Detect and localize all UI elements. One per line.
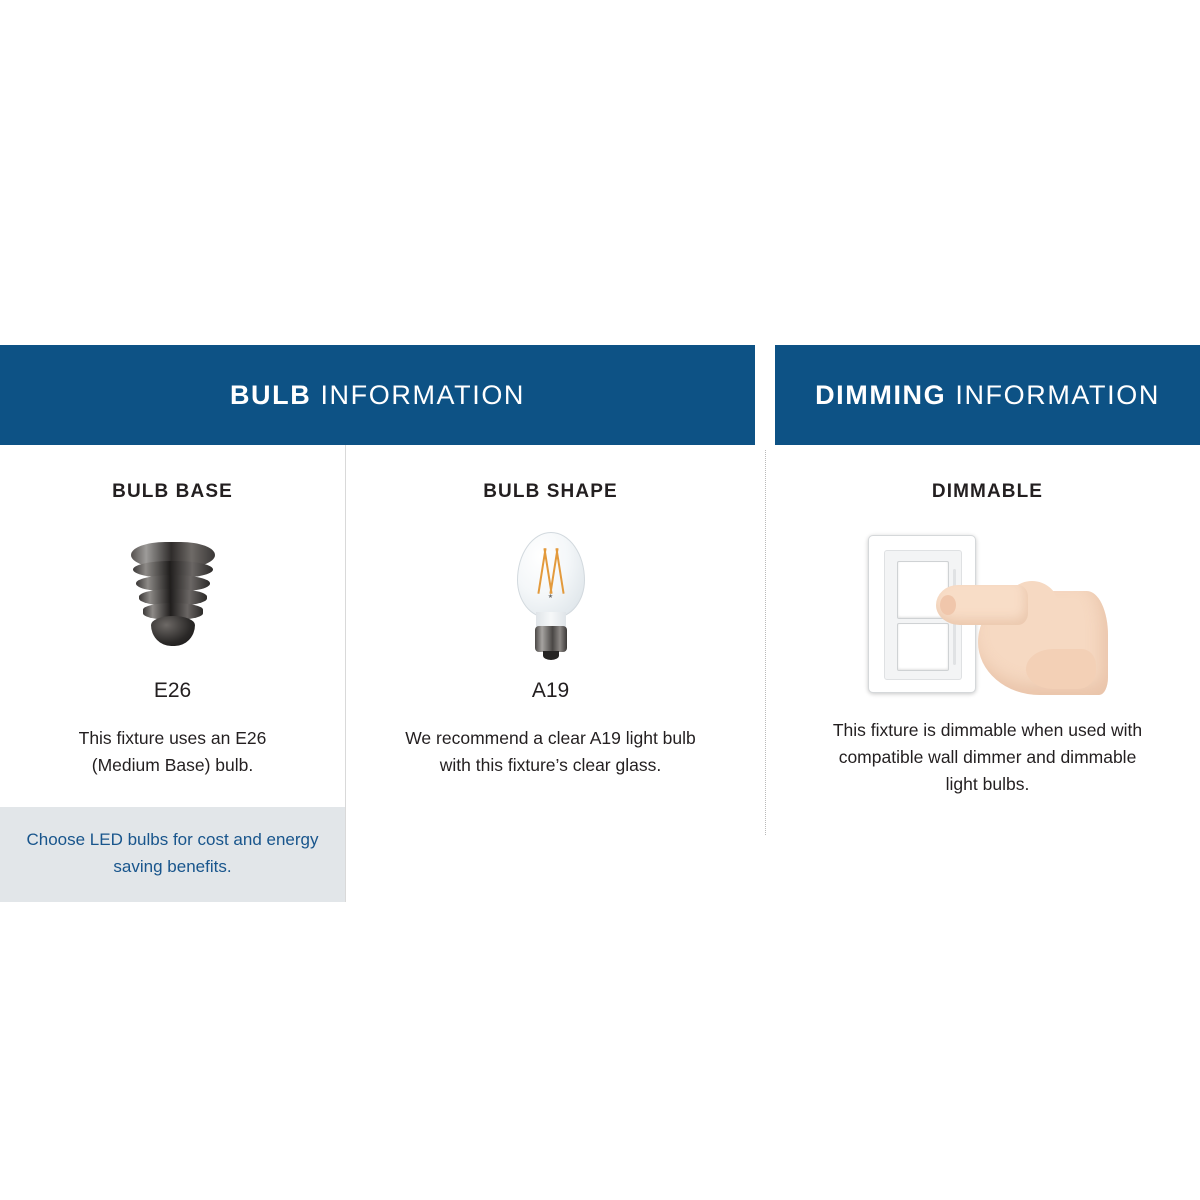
bulb-information-title-bold: BULB [229,379,312,410]
bulb-shape-art [346,523,755,673]
hand-icon [930,557,1108,695]
bulb-shape-icon: ★ [509,532,593,664]
bulb-information-panel [0,345,755,902]
bulb-base-caption: E26 [153,679,192,702]
bulb-base-art [0,523,345,673]
bulb-base-description: This fixture uses an E26 (Medium Base) bulb. [78,728,267,776]
dimming-information-header [775,345,1200,445]
led-tip-callout: Choose LED bulbs for cost and energy saving benefits. [0,807,345,902]
dimming-information-title-bold: DIMMING [815,379,947,410]
bulb-information-title [230,380,525,411]
bulb-base-icon [125,542,221,654]
wall-dimmer-switch-icon [868,531,1108,696]
dimming-information-panel [775,345,1200,798]
bulb-shape-caption: A19 [531,679,570,702]
bulb-information-header [0,345,755,445]
panel-divider [765,450,767,835]
dimming-information-title [815,380,1160,411]
bulb-information-title-light: INFORMATION [311,379,526,410]
bulb-base-heading: BULB BASE [112,481,233,502]
dimmable-column [775,445,1200,798]
dimming-information-title-light: INFORMATION [946,379,1160,410]
bulb-shape-heading: BULB SHAPE [483,481,618,502]
bulb-information-body [0,445,755,902]
dimmable-description: This fixture is dimmable when used with compatible wall dimmer and dimmable light bulbs. [832,720,1143,795]
dimmable-art [775,523,1200,703]
bulb-shape-column [345,445,755,902]
dimming-information-body [775,445,1200,798]
bulb-shape-description: We recommend a clear A19 light bulb with this fixture’s clear glass. [405,728,696,776]
dimmable-heading: DIMMABLE [931,481,1044,502]
bulb-base-column [0,445,345,902]
